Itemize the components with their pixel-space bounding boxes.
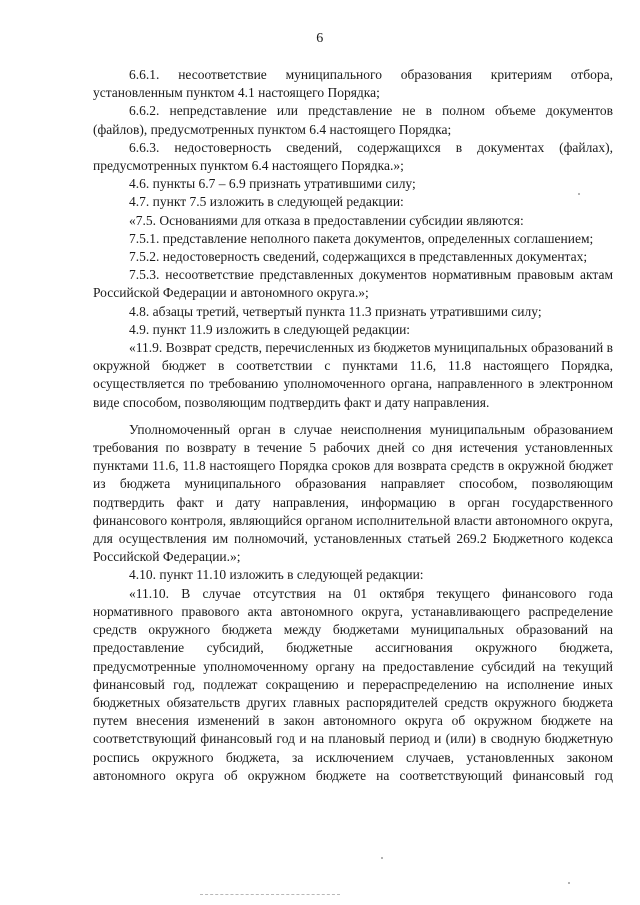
- scan-speck: [578, 193, 580, 195]
- clause-11-10: «11.10. В случае отсутствия на 01 октября текущего финансового года нормативного правового акта автономного округа, устанавливающего распределение средств окружного бюджета между бюджетами муниципальных образований на предоставление субсидий, бюджетные ассигнования окружного бюджета, предусмотренные уполномоченному органу на предоставление субсидий на текущий финансовый год, подлежат сокращению и перераспределению на исполнение иных бюджетных обязательств других главных распорядителей средств окружного бюджета путем внесения изменений в закон автономного округа об окружном бюджете на соответствующий финансовый год и на плановый период и (или) в сводную бюджетную роспись окружного бюджета, за исключением случаев, установленных законом автономного округа об окружном бюджете на соответствующий финансовый год: [93, 585, 613, 783]
- clause-6-6-3: 6.6.3. недостоверность сведений, содержащихся в документах (файлах), предусмотренных пунктом 6.4 настоящего Порядка.»;: [93, 139, 613, 174]
- clause-7-5: «7.5. Основаниями для отказа в предоставлении субсидии являются:: [129, 212, 524, 228]
- scan-speck: [381, 857, 383, 859]
- clause-7-5-1: 7.5.1. представление неполного пакета документов, определенных соглашением;: [129, 230, 594, 246]
- clause-6-6-2: 6.6.2. непредставление или представление не в полном объеме документов (файлов), предусмотренных пунктом 6.4 настоящего Порядка;: [93, 103, 613, 137]
- scan-speck: [568, 882, 570, 884]
- clause-6-6-1: 6.6.1. несоответствие муниципального образования критериям отбора, установленным пунктом 4.1 настоящего Порядка;: [93, 67, 613, 101]
- amendment-4-10: 4.10. пункт 11.10 изложить в следующей редакции:: [129, 567, 424, 583]
- document-body: [93, 66, 613, 785]
- page-number: 6: [316, 31, 324, 46]
- clause-11-9: «11.9. Возврат средств, перечисленных из бюджетов муниципальных образований в окружной бюджет в соответствии с пунктами 11.6, 11.8 настоящего Порядка, осуществляется по требованию уполномоченного органа, направленного в электронном виде способом, позволяющим подтвердить факт и дату направления.: [93, 340, 613, 410]
- amendment-4-6: 4.6. пункты 6.7 – 6.9 признать утратившими силу;: [129, 176, 416, 192]
- clause-7-5-3: 7.5.3. несоответствие представленных документов нормативным правовым актам Российской Федерации и автономного округа.»;: [93, 267, 613, 301]
- footer-rule: [200, 894, 340, 896]
- clause-7-5-2: 7.5.2. недостоверность сведений, содержащихся в представленных документах;: [129, 249, 588, 265]
- amendment-4-7: 4.7. пункт 7.5 изложить в следующей редакции:: [129, 194, 404, 210]
- amendment-4-9: 4.9. пункт 11.9 изложить в следующей редакции:: [129, 321, 411, 337]
- clause-11-9-continuation: Уполномоченный орган в случае неисполнения муниципальным образованием требования по возврату в течение 5 рабочих дней со дня истечения установленных пунктами 11.6, 11.8 настоящего Порядка сроков для возврата средств в окружной бюджет из бюджета муниципального образования направляет способом, позволяющим подтвердить факт и дату направления, информацию в орган государственного финансового контроля, являющийся органом исполнительной власти автономного округа, для осуществления им полномочий, установленных статьей 269.2 Бюджетного кодекса Российской Федерации.»;: [93, 421, 613, 565]
- amendment-4-8: 4.8. абзацы третий, четвертый пункта 11.3 признать утратившими силу;: [129, 303, 542, 319]
